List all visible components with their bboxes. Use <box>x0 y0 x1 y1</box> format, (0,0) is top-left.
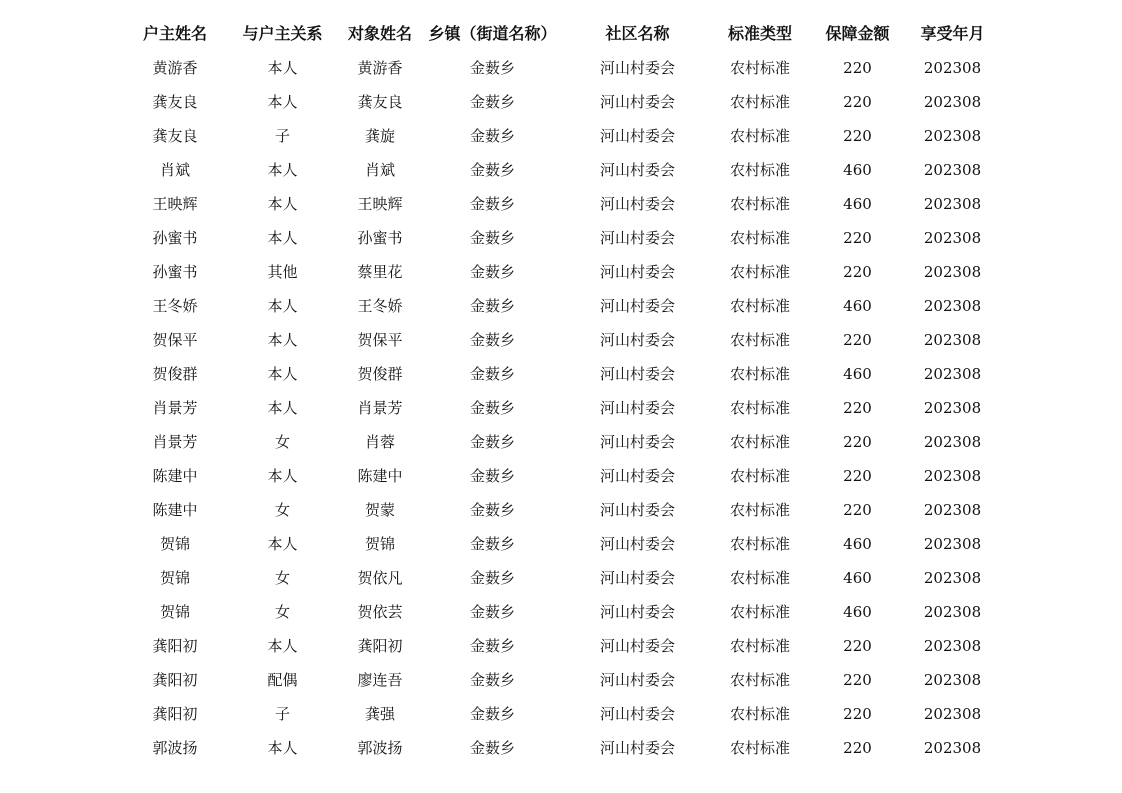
header-subsidy-amount: 保障金额 <box>825 24 890 43</box>
benefit-month-cell: 202308 <box>923 467 982 485</box>
standard-type-cell: 农村标准 <box>729 297 790 315</box>
subsidy-amount-cell: 220 <box>843 229 872 247</box>
township-cell: 金薮乡 <box>469 569 515 587</box>
community-name-cell: 河山村委会 <box>599 501 675 519</box>
relation-cell: 本人 <box>267 535 298 553</box>
township-cell: 金薮乡 <box>469 93 515 111</box>
benefit-month-cell: 202308 <box>923 263 982 281</box>
subsidy-amount-cell: 220 <box>843 705 872 723</box>
table-row <box>120 187 995 221</box>
recipient-name-cell: 贺蒙 <box>364 501 395 519</box>
household-head-name-cell: 肖斌 <box>159 161 190 179</box>
table-row <box>120 119 995 153</box>
header-benefit-month: 享受年月 <box>920 24 985 43</box>
household-head-name-cell: 孙蜜书 <box>152 263 198 281</box>
recipient-name-cell: 贺保平 <box>357 331 403 349</box>
table-body <box>120 51 995 765</box>
relation-cell: 本人 <box>267 365 298 383</box>
relation-cell: 配偶 <box>267 671 298 689</box>
township-cell: 金薮乡 <box>469 59 515 77</box>
table-row <box>120 561 995 595</box>
table-row <box>120 221 995 255</box>
benefit-month-cell: 202308 <box>923 297 982 315</box>
township-cell: 金薮乡 <box>469 127 515 145</box>
subsidy-amount-cell: 460 <box>843 365 872 383</box>
subsidy-amount-cell: 220 <box>843 671 872 689</box>
community-name-cell: 河山村委会 <box>599 93 675 111</box>
recipient-name-cell: 郭波扬 <box>357 739 403 757</box>
subsidy-amount-cell: 220 <box>843 263 872 281</box>
standard-type-cell: 农村标准 <box>729 229 790 247</box>
benefit-month-cell: 202308 <box>923 399 982 417</box>
subsidy-amount-cell: 220 <box>843 501 872 519</box>
table-row <box>120 595 995 629</box>
community-name-cell: 河山村委会 <box>599 229 675 247</box>
relation-cell: 本人 <box>267 399 298 417</box>
township-cell: 金薮乡 <box>469 671 515 689</box>
relation-cell: 女 <box>274 569 290 587</box>
township-cell: 金薮乡 <box>469 637 515 655</box>
household-head-name-cell: 龚友良 <box>152 93 198 111</box>
household-head-name-cell: 王映辉 <box>152 195 198 213</box>
recipient-name-cell: 王冬娇 <box>357 297 403 315</box>
table-row <box>120 493 995 527</box>
township-cell: 金薮乡 <box>469 161 515 179</box>
subsidy-amount-cell: 220 <box>843 93 872 111</box>
subsidy-amount-cell: 220 <box>843 637 872 655</box>
township-cell: 金薮乡 <box>469 467 515 485</box>
benefit-month-cell: 202308 <box>923 195 982 213</box>
recipient-name-cell: 廖连吾 <box>357 671 403 689</box>
recipient-name-cell: 龚强 <box>364 705 395 723</box>
relation-cell: 其他 <box>267 263 298 281</box>
table-row <box>120 663 995 697</box>
household-head-name-cell: 陈建中 <box>152 467 198 485</box>
standard-type-cell: 农村标准 <box>729 637 790 655</box>
subsidy-amount-cell: 460 <box>843 535 872 553</box>
relation-cell: 本人 <box>267 467 298 485</box>
header-township: 乡镇（街道名称） <box>428 24 557 43</box>
recipient-name-cell: 龚阳初 <box>357 637 403 655</box>
relation-cell: 子 <box>274 127 290 145</box>
relation-cell: 本人 <box>267 637 298 655</box>
township-cell: 金薮乡 <box>469 603 515 621</box>
household-head-name-cell: 贺锦 <box>159 603 190 621</box>
household-head-name-cell: 肖景芳 <box>152 433 198 451</box>
recipient-name-cell: 龚友良 <box>357 93 403 111</box>
household-head-name-cell: 陈建中 <box>152 501 198 519</box>
household-head-name-cell: 龚阳初 <box>152 705 198 723</box>
community-name-cell: 河山村委会 <box>599 331 675 349</box>
standard-type-cell: 农村标准 <box>729 535 790 553</box>
table-header <box>120 17 995 51</box>
standard-type-cell: 农村标准 <box>729 739 790 757</box>
township-cell: 金薮乡 <box>469 433 515 451</box>
subsidy-amount-cell: 460 <box>843 569 872 587</box>
household-head-name-cell: 王冬娇 <box>152 297 198 315</box>
township-cell: 金薮乡 <box>469 195 515 213</box>
subsidy-amount-cell: 220 <box>843 433 872 451</box>
relation-cell: 子 <box>274 705 290 723</box>
subsidy-amount-cell: 220 <box>843 59 872 77</box>
relation-cell: 女 <box>274 433 290 451</box>
household-head-name-cell: 郭波扬 <box>152 739 198 757</box>
benefit-month-cell: 202308 <box>923 569 982 587</box>
community-name-cell: 河山村委会 <box>599 195 675 213</box>
township-cell: 金薮乡 <box>469 229 515 247</box>
community-name-cell: 河山村委会 <box>599 161 675 179</box>
standard-type-cell: 农村标准 <box>729 399 790 417</box>
community-name-cell: 河山村委会 <box>599 365 675 383</box>
table-row <box>120 85 995 119</box>
benefit-month-cell: 202308 <box>923 739 982 757</box>
relation-cell: 女 <box>274 603 290 621</box>
benefit-month-cell: 202308 <box>923 433 982 451</box>
table-row <box>120 527 995 561</box>
table-row <box>120 391 995 425</box>
recipient-name-cell: 贺依芸 <box>357 603 403 621</box>
subsidy-amount-cell: 460 <box>843 603 872 621</box>
household-head-name-cell: 贺保平 <box>152 331 198 349</box>
standard-type-cell: 农村标准 <box>729 59 790 77</box>
recipient-name-cell: 孙蜜书 <box>357 229 403 247</box>
header-community-name: 社区名称 <box>605 24 670 43</box>
benefit-month-cell: 202308 <box>923 331 982 349</box>
header-relation-to-head: 与户主关系 <box>242 24 323 43</box>
community-name-cell: 河山村委会 <box>599 603 675 621</box>
table-row <box>120 323 995 357</box>
community-name-cell: 河山村委会 <box>599 671 675 689</box>
benefit-month-cell: 202308 <box>923 127 982 145</box>
subsidy-amount-cell: 220 <box>843 127 872 145</box>
township-cell: 金薮乡 <box>469 263 515 281</box>
relation-cell: 本人 <box>267 229 298 247</box>
table-row <box>120 357 995 391</box>
community-name-cell: 河山村委会 <box>599 59 675 77</box>
benefit-month-cell: 202308 <box>923 229 982 247</box>
standard-type-cell: 农村标准 <box>729 127 790 145</box>
relation-cell: 女 <box>274 501 290 519</box>
recipient-name-cell: 肖蓉 <box>364 433 395 451</box>
recipient-name-cell: 肖景芳 <box>357 399 403 417</box>
household-head-name-cell: 黄游香 <box>152 59 198 77</box>
community-name-cell: 河山村委会 <box>599 705 675 723</box>
benefit-month-cell: 202308 <box>923 603 982 621</box>
table-row <box>120 289 995 323</box>
subsidy-amount-cell: 460 <box>843 195 872 213</box>
community-name-cell: 河山村委会 <box>599 535 675 553</box>
standard-type-cell: 农村标准 <box>729 603 790 621</box>
recipient-name-cell: 黄游香 <box>357 59 403 77</box>
table-row <box>120 153 995 187</box>
table-row <box>120 51 995 85</box>
header-row <box>120 17 995 51</box>
recipient-name-cell: 贺依凡 <box>357 569 403 587</box>
township-cell: 金薮乡 <box>469 297 515 315</box>
household-head-name-cell: 贺俊群 <box>152 365 198 383</box>
relation-cell: 本人 <box>267 59 298 77</box>
table-row <box>120 697 995 731</box>
township-cell: 金薮乡 <box>469 739 515 757</box>
subsidy-amount-cell: 460 <box>843 297 872 315</box>
relation-cell: 本人 <box>267 195 298 213</box>
recipient-name-cell: 陈建中 <box>357 467 403 485</box>
recipient-name-cell: 蔡里花 <box>357 263 403 281</box>
township-cell: 金薮乡 <box>469 399 515 417</box>
header-household-head-name: 户主姓名 <box>142 24 207 43</box>
benefit-month-cell: 202308 <box>923 671 982 689</box>
relation-cell: 本人 <box>267 93 298 111</box>
subsidy-amount-cell: 220 <box>843 467 872 485</box>
recipient-name-cell: 王映辉 <box>357 195 403 213</box>
township-cell: 金薮乡 <box>469 365 515 383</box>
household-head-name-cell: 孙蜜书 <box>152 229 198 247</box>
table-row <box>120 459 995 493</box>
relation-cell: 本人 <box>267 161 298 179</box>
household-head-name-cell: 贺锦 <box>159 535 190 553</box>
recipient-name-cell: 贺锦 <box>364 535 395 553</box>
community-name-cell: 河山村委会 <box>599 399 675 417</box>
relation-cell: 本人 <box>267 331 298 349</box>
benefit-month-cell: 202308 <box>923 93 982 111</box>
benefit-month-cell: 202308 <box>923 365 982 383</box>
standard-type-cell: 农村标准 <box>729 93 790 111</box>
relation-cell: 本人 <box>267 739 298 757</box>
header-standard-type: 标准类型 <box>727 24 792 43</box>
township-cell: 金薮乡 <box>469 535 515 553</box>
township-cell: 金薮乡 <box>469 331 515 349</box>
household-head-name-cell: 贺锦 <box>159 569 190 587</box>
standard-type-cell: 农村标准 <box>729 467 790 485</box>
household-head-name-cell: 龚阳初 <box>152 637 198 655</box>
standard-type-cell: 农村标准 <box>729 705 790 723</box>
household-head-name-cell: 龚友良 <box>152 127 198 145</box>
header-recipient-name: 对象姓名 <box>347 24 412 43</box>
benefit-month-cell: 202308 <box>923 637 982 655</box>
benefit-month-cell: 202308 <box>923 535 982 553</box>
standard-type-cell: 农村标准 <box>729 331 790 349</box>
standard-type-cell: 农村标准 <box>729 433 790 451</box>
subsidy-amount-cell: 460 <box>843 161 872 179</box>
community-name-cell: 河山村委会 <box>599 263 675 281</box>
table-row <box>120 425 995 459</box>
standard-type-cell: 农村标准 <box>729 501 790 519</box>
community-name-cell: 河山村委会 <box>599 297 675 315</box>
household-head-name-cell: 龚阳初 <box>152 671 198 689</box>
standard-type-cell: 农村标准 <box>729 263 790 281</box>
subsidy-roster-table <box>120 17 995 765</box>
community-name-cell: 河山村委会 <box>599 433 675 451</box>
community-name-cell: 河山村委会 <box>599 127 675 145</box>
relation-cell: 本人 <box>267 297 298 315</box>
table-row <box>120 255 995 289</box>
standard-type-cell: 农村标准 <box>729 671 790 689</box>
household-head-name-cell: 肖景芳 <box>152 399 198 417</box>
standard-type-cell: 农村标准 <box>729 569 790 587</box>
community-name-cell: 河山村委会 <box>599 637 675 655</box>
benefit-month-cell: 202308 <box>923 161 982 179</box>
community-name-cell: 河山村委会 <box>599 467 675 485</box>
standard-type-cell: 农村标准 <box>729 195 790 213</box>
benefit-month-cell: 202308 <box>923 59 982 77</box>
recipient-name-cell: 肖斌 <box>364 161 395 179</box>
township-cell: 金薮乡 <box>469 501 515 519</box>
table-row <box>120 629 995 663</box>
benefit-month-cell: 202308 <box>923 705 982 723</box>
subsidy-amount-cell: 220 <box>843 331 872 349</box>
table-row <box>120 731 995 765</box>
township-cell: 金薮乡 <box>469 705 515 723</box>
community-name-cell: 河山村委会 <box>599 739 675 757</box>
standard-type-cell: 农村标准 <box>729 365 790 383</box>
subsidy-amount-cell: 220 <box>843 739 872 757</box>
community-name-cell: 河山村委会 <box>599 569 675 587</box>
recipient-name-cell: 贺俊群 <box>357 365 403 383</box>
recipient-name-cell: 龚旋 <box>364 127 395 145</box>
standard-type-cell: 农村标准 <box>729 161 790 179</box>
benefit-month-cell: 202308 <box>923 501 982 519</box>
subsidy-amount-cell: 220 <box>843 399 872 417</box>
